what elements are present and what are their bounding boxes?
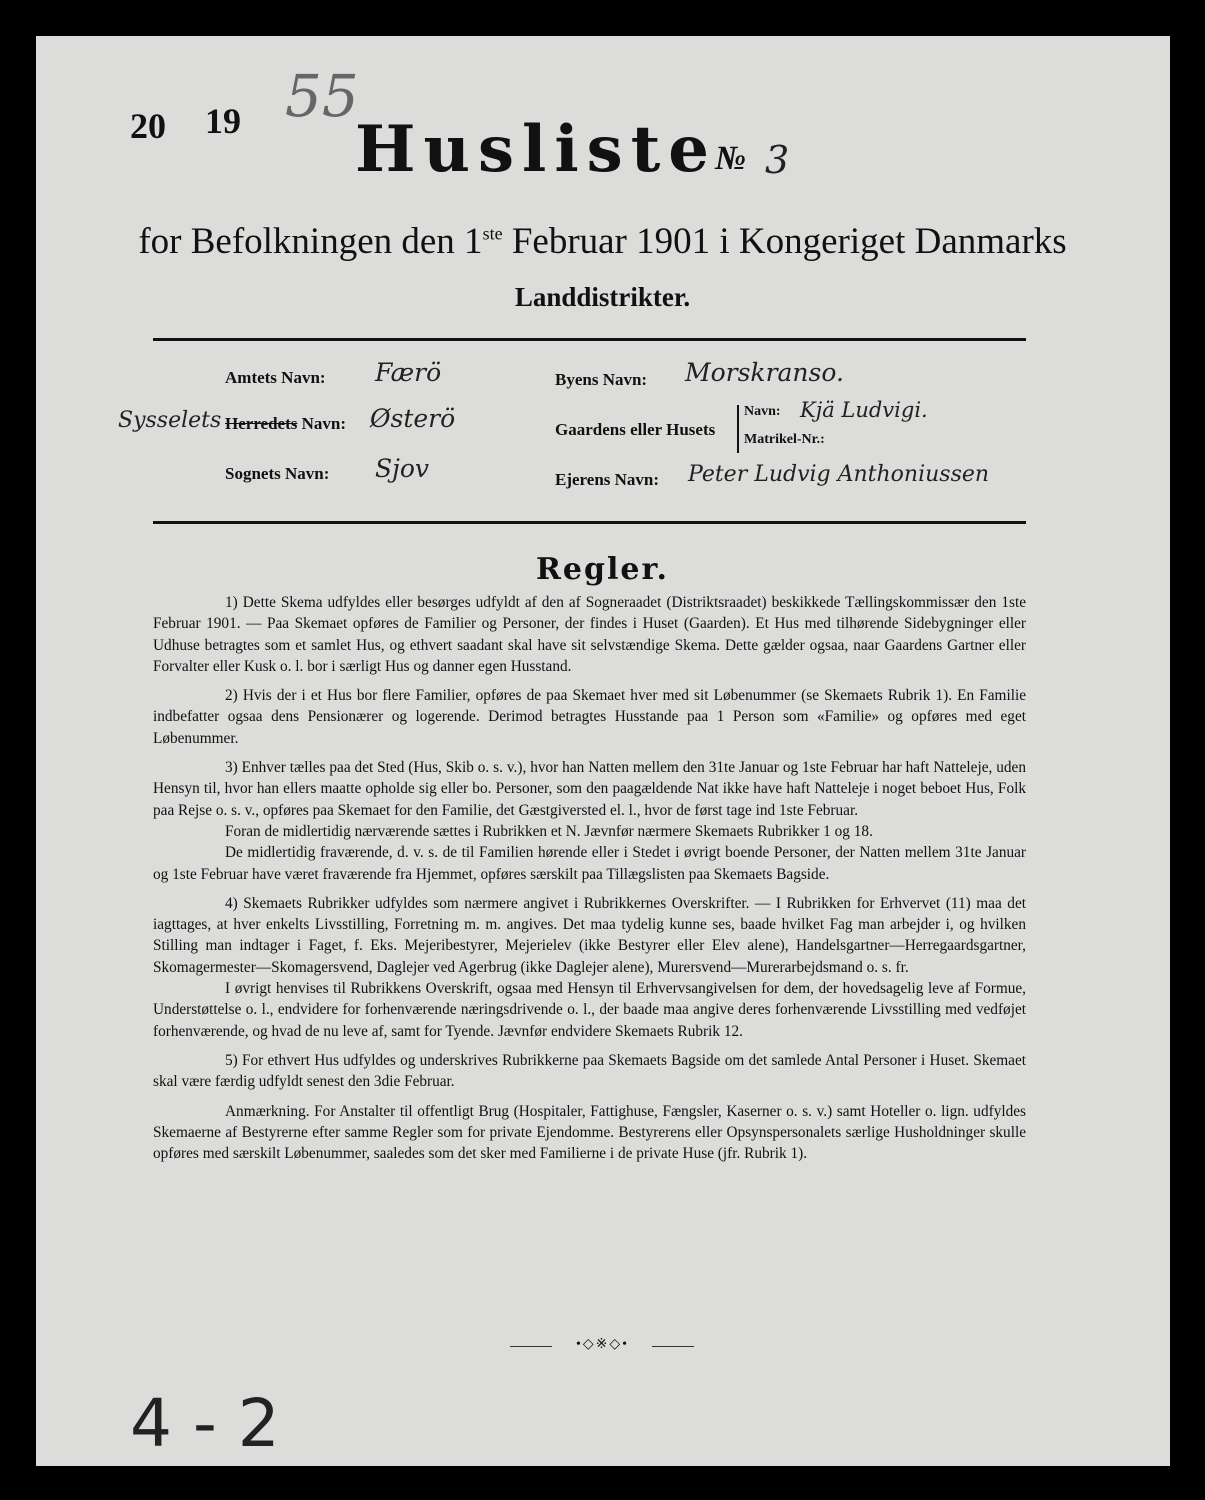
amt-value: Færö — [375, 358, 442, 387]
rule-3-note-b: De midlertidig fraværende, d. v. s. de til Familien hørende eller i Stedet i øvrigt boende Personer, der Natten mellem 31te Januar og 1ste Februar have været fraværende fra Hjemmet, opføres særskilt paa Tillægslisten paa Skemaets Bagside. — [153, 844, 1026, 883]
ejer-value: Peter Ludvig Anthoniussen — [688, 462, 990, 487]
rule-2: 2) Hvis der i et Hus bor flere Familier, opføres de paa Skemaet hver med sit Løbenummer (se Skemaets Rubrik 1). En Familie indbefatter ogsaa dens Pensionærer og logerende. Derimod betragtes Husstande paa 1 Person som «Familie» og opføres med eget Løbenummer. — [153, 687, 1026, 747]
ejer-label: Ejerens Navn: — [555, 470, 660, 489]
rules-text — [153, 592, 1026, 1164]
subtitle: for Befolkningen den 1ste Februar 1901 i Kongeriget Danmarks — [138, 221, 1067, 262]
rule-3: 3) Enhver tælles paa det Sted (Hus, Skib o. s. v.), hvor han Natten mellem den 31te Januar og 1ste Februar har haft Natteleje, uden Hensyn til, hvor han ellers maatte opholde sig eller bo. Personer, som den paagældende Nat ikke have haft Natteleje i noget beboet Hus, Folk paa Rejse o. s. v., opføres paa Skemaet for den Familie, det Gæstgiversted el. l., hvor de først tage ind 1ste Februar. — [153, 759, 1026, 819]
amt-label: Amtets Navn: — [225, 368, 326, 387]
syssel-handwritten: Sysselets — [118, 408, 222, 433]
rule-4-note: I øvrigt henvises til Rubrikkens Overskrift, ogsaa med Hensyn til Erhvervsangivelsen for dem, der hovedsagelig leve af Formue, Understøttelse o. l., endvidere for forhenværende næringsdrivende o. l., der baade maa angive deres forhenværende Livsstilling med vedføjet forhenværende, og hvad de nu leve af, samt for Tyende. Jævnfør endvidere Skemaets Rubrik 12. — [153, 980, 1026, 1040]
stamp-number-right: 19 — [205, 101, 241, 141]
sogn-value: Sjov — [375, 454, 430, 483]
brace — [737, 405, 739, 453]
sogn-label: Sognets Navn: — [225, 464, 330, 483]
ornament: •◇※◇• — [575, 1337, 630, 1352]
remark: Anmærkning. For Anstalter til offentligt Brug (Hospitaler, Fattighuse, Fængsler, Kaserner o. s. v.) samt Hoteller o. lign. udfyldes Skemaerne af Bestyrerne efter samme Regler som for private Ejendomme. Bestyrerens eller Opsynspersonalets særlige Husholdninger skulle opføres med særskilt Løbenummer, saaledes som det sker med Familierne i de private Huse (jfr. Rubrik 1). — [153, 1102, 1026, 1163]
by-value: Morskranso. — [685, 358, 844, 387]
rule-3-note-a: Foran de midlertidig nærværende sættes i Rubrikken et N. Jævnfør nærmere Skemaets Rubrikker 1 og 18. — [225, 822, 873, 840]
divider-bottom — [153, 521, 1026, 524]
district-heading: Landdistrikter. — [514, 282, 691, 312]
herred-label: Herredets Navn: — [225, 414, 347, 433]
handwritten-number: 55 — [285, 62, 359, 130]
number-sign: № — [715, 140, 747, 177]
matrikel-label: Matrikel-Nr.: — [744, 432, 825, 447]
rule-5: 5) For ethvert Hus udfyldes og underskrives Rubrikkerne paa Skemaets Bagside om det samlede Antal Personer i Huset. Skemaet skal være færdig udfyldt senest den 3die Februar. — [153, 1051, 1026, 1091]
rule-1: 1) Dette Skema udfyldes eller besørges udfyldt af den af Sogneraadet (Distriktsraadet) beskikkede Tællingskommissær den 1ste Februar 1901. — Paa Skemaet opføres de Familier og Personer, der findes i Huset (Gaarden). Et Hus med tilhørende Sidebygninger eller Udhuse betragtes som et samlet Hus, og ethvert saadant skal have sit selvstændige Skema. Dette gælder ogsaa, naar Gaardens Gartner eller Forvalter eller Kusk o. l. bor i særligt Hus og danner egen Husstand. — [153, 594, 1026, 675]
navn-value: Kjä Ludvigi. — [800, 398, 928, 422]
divider-top — [153, 338, 1026, 341]
by-label: Byens Navn: — [555, 370, 648, 389]
gaard-label: Gaardens eller Husets — [555, 420, 716, 439]
rule-4: 4) Skemaets Rubrikker udfyldes som nærmere angivet i Rubrikkernes Overskrifter. — I Rubrikken for Erhvervet (11) maa det iagttages, at hver enkelts Livsstilling, Forretning m. m. angives. Det maa tydelig kunne ses, baade hvilket Fag man arbejder i, og hvilken Stilling man indtager i Faget, f. Eks. Mejeribestyrer, Mejerielev (ikke Bestyrer eller Elev alene), Handelsgartner—Herregaardsgartner, Skomagermester—Skomagersvend, Daglejer ved Agerbrug (ikke Daglejer alene), Murersvend—Murerarbejdsmand o. s. fr. — [153, 894, 1026, 976]
handwritten-bottom-number: 4 - 2 — [130, 1385, 280, 1462]
rules-heading: Regler. — [536, 552, 669, 587]
stamp-number-left: 20 — [130, 106, 166, 146]
page-title: Husliste — [355, 112, 717, 187]
navn-label: Navn: — [744, 404, 781, 419]
ornament-line-right — [652, 1346, 694, 1347]
list-number: 3 — [765, 138, 790, 182]
herred-value: Østerö — [370, 404, 456, 433]
